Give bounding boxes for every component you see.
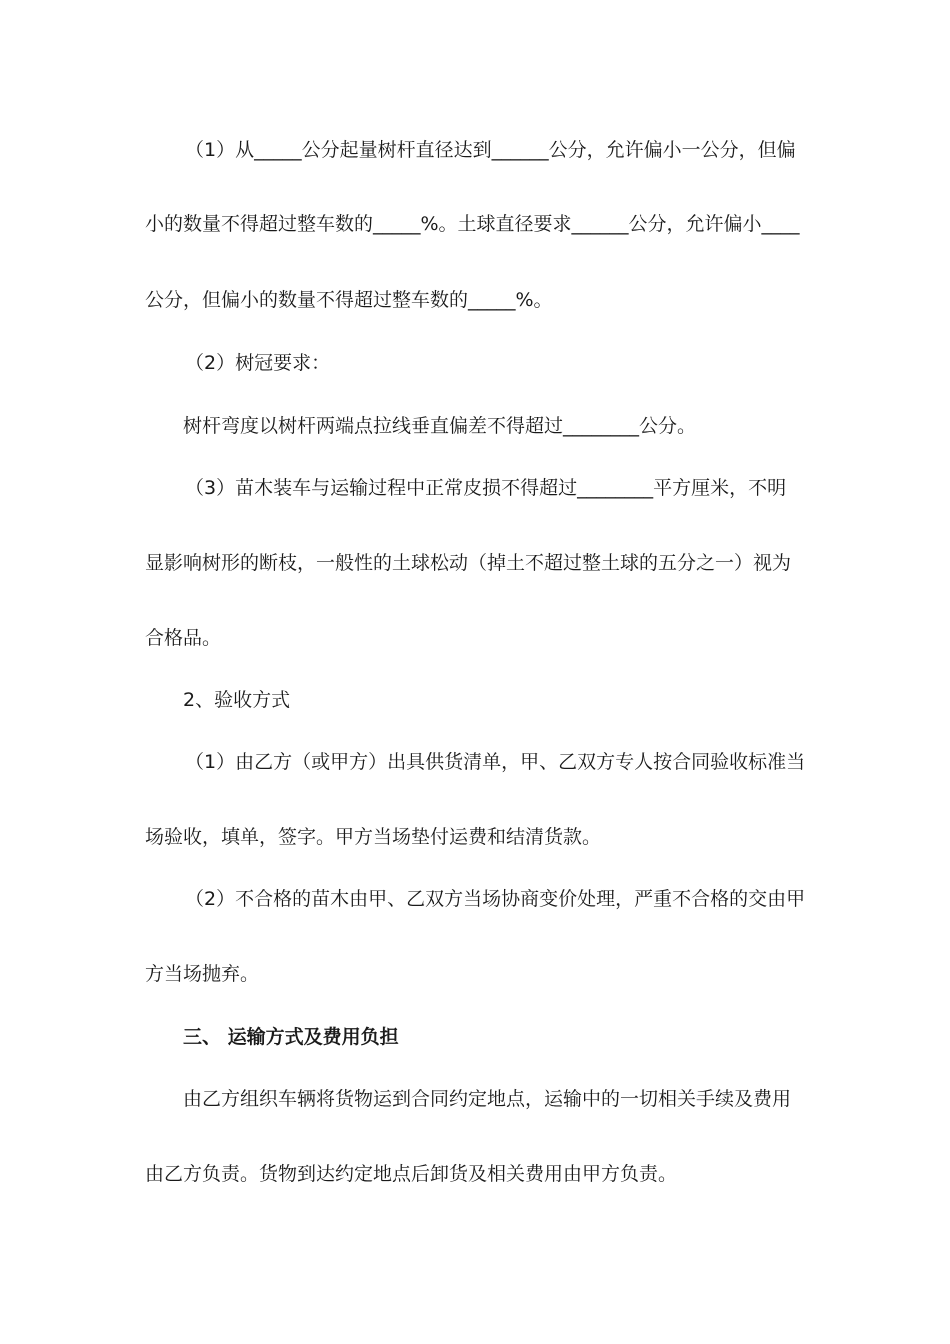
text-line: 树杆弯度以树杆两端点拉线垂直偏差不得超过________公分。 [183,415,697,437]
text-line: 公分，但偏小的数量不得超过整车数的_____%。 [145,289,553,311]
text-line: 场验收，填单，签字。甲方当场垫付运费和结清货款。 [145,826,602,848]
text-line: 由乙方组织车辆将货物运到合同约定地点，运输中的一切相关手续及费用 [183,1088,792,1110]
text-line: （1）由乙方（或甲方）出具供货清单，甲、乙双方专人按合同验收标准当 [185,751,806,773]
text-line: 方当场抛弃。 [145,963,260,985]
section-heading: 三、 运输方式及费用负担 [183,1026,399,1048]
text-line: 合格品。 [145,627,222,649]
text-line: 由乙方负责。货物到达约定地点后卸货及相关费用由甲方负责。 [145,1163,678,1185]
text-line: 显影响树形的断枝，一般性的土球松动（掉土不超过整土球的五分之一）视为 [145,552,792,574]
text-line: （3）苗木装车与运输过程中正常皮损不得超过________平方厘米，不明 [185,477,787,499]
section-heading: 2、验收方式 [183,689,291,711]
text-line: （2）树冠要求： [185,352,331,374]
text-line: 小的数量不得超过整车数的_____%。土球直径要求______公分，允许偏小____ [145,213,800,235]
text-line: （2）不合格的苗木由甲、乙双方当场协商变价处理，严重不合格的交由甲 [185,888,806,910]
text-line: （1）从_____公分起量树杆直径达到______公分，允许偏小一公分，但偏 [185,139,796,161]
